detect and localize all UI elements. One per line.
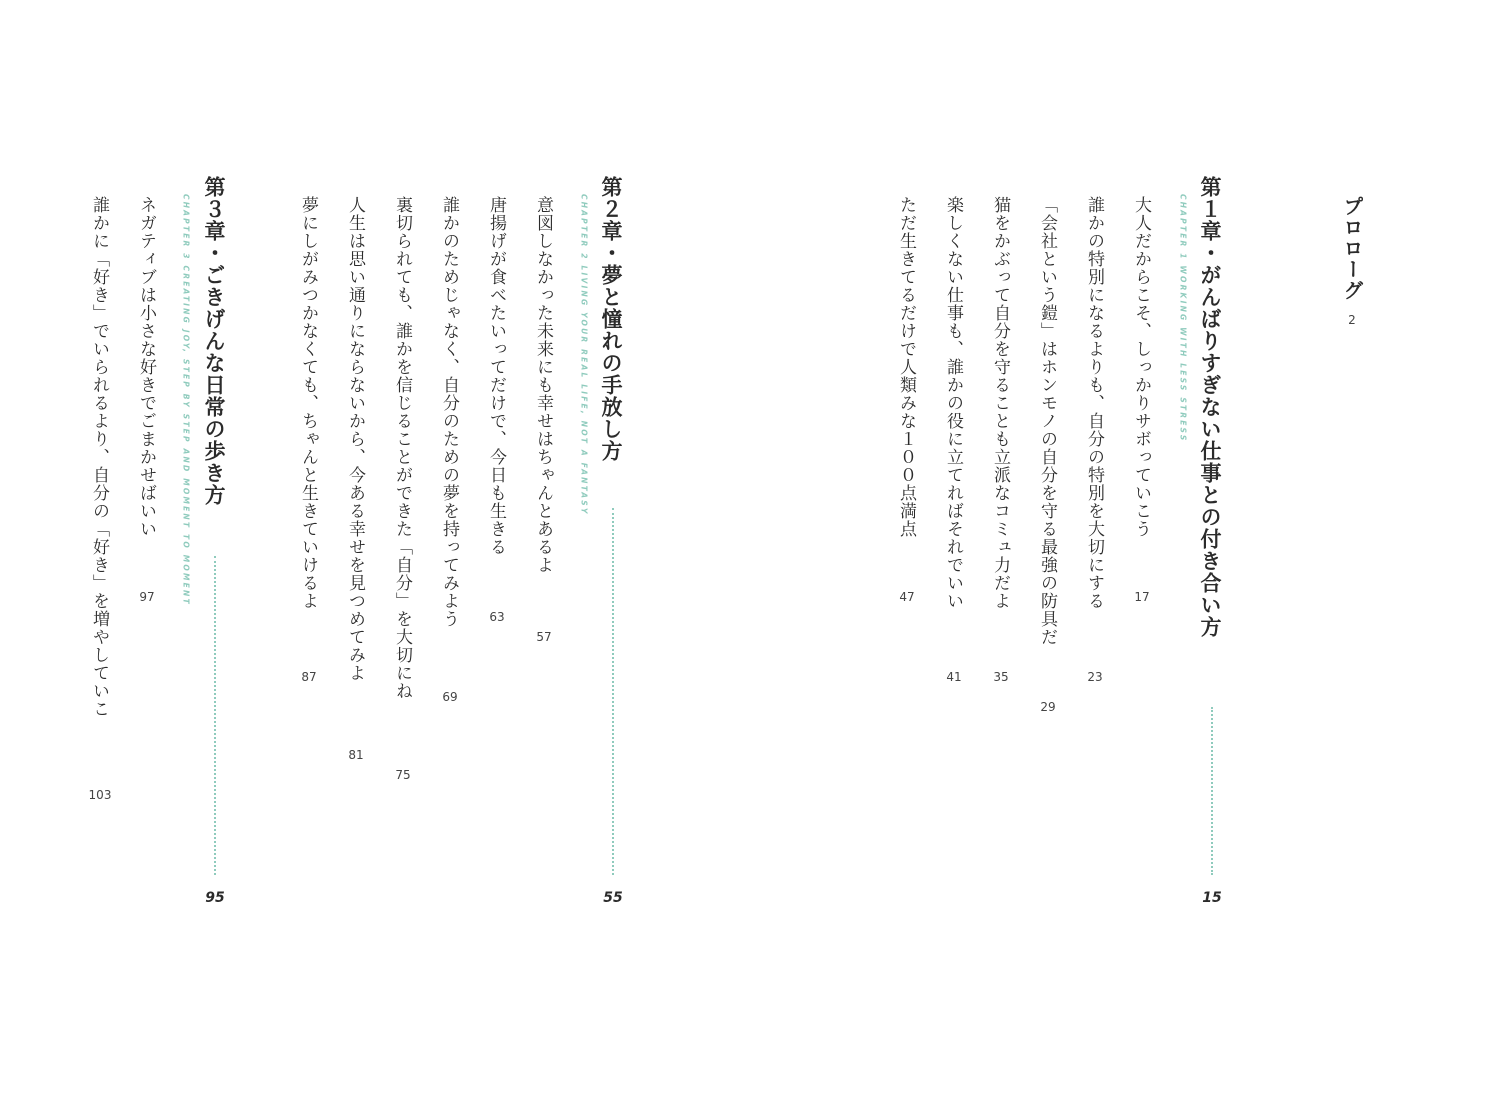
toc-entry[interactable]: 人生は思い通りにならないから、今ある幸せを見つめてみよ [345, 196, 365, 682]
chapter-start-page: 95 [205, 890, 225, 906]
toc-entry[interactable]: 猫をかぶって自分を守ることも立派なコミュ力だよ [990, 196, 1010, 610]
toc-entry-page: 81 [348, 748, 364, 762]
toc-entry-page: 75 [395, 768, 411, 782]
chapter-dotted-rule [214, 556, 216, 875]
toc-entry-page: 87 [301, 670, 317, 684]
toc-entry[interactable]: 楽しくない仕事も、誰かの役に立てればそれでいい [943, 196, 963, 610]
toc-entry-page: 29 [1040, 700, 1056, 714]
toc-entry-page: 35 [993, 670, 1009, 684]
toc-entry[interactable]: 裏切られても、誰かを信じることができた「自分」を大切にね [392, 196, 412, 700]
chapter-title[interactable]: 第２章・夢と憧れの手放し方 [599, 176, 623, 462]
toc-entry[interactable]: 「会社という鎧」はホンモノの自分を守る最強の防具だ [1037, 196, 1057, 646]
chapter-start-page: 15 [1202, 890, 1222, 906]
chapter-dotted-rule [1211, 707, 1213, 875]
chapter-dotted-rule [612, 508, 614, 875]
toc-entry[interactable]: 大人だからこそ、しっかりサボっていこう [1131, 196, 1151, 538]
prologue-page-number: 2 [1348, 313, 1356, 327]
toc-entry[interactable]: 夢にしがみつかなくても、ちゃんと生きていけるよ [298, 196, 318, 610]
chapter-subtitle: CHAPTER 2 LIVING YOUR REAL LIFE, NOT A FANTASY [579, 194, 589, 516]
toc-entry-page: 63 [489, 610, 505, 624]
chapter-subtitle: CHAPTER 3 CREATING JOY, STEP BY STEP AND MOMENT TO MOMENT [181, 194, 191, 606]
toc-entry-page: 103 [88, 788, 112, 802]
prologue-title[interactable]: プロローグ [1340, 196, 1364, 301]
toc-entry[interactable]: 意図しなかった未来にも幸せはちゃんとあるよ [533, 196, 553, 574]
toc-entry-page: 47 [899, 590, 915, 604]
toc-entry[interactable]: 誰かのためじゃなく、自分のための夢を持ってみよう [439, 196, 459, 628]
toc-entry-page: 41 [946, 670, 962, 684]
toc-entry[interactable]: ただ生きてるだけで人類みな１００点満点 [896, 196, 916, 538]
toc-entry-page: 23 [1087, 670, 1103, 684]
chapter-title[interactable]: 第３章・ごきげんな日常の歩き方 [202, 176, 226, 506]
toc-entry[interactable]: 唐揚げが食べたいってだけで、今日も生きる [486, 196, 506, 556]
chapter-subtitle: CHAPTER 1 WORKING WITH LESS STRESS [1178, 194, 1188, 443]
toc-entry-page: 69 [442, 690, 458, 704]
chapter-start-page: 55 [603, 890, 623, 906]
toc-entry[interactable]: 誰かに「好き」でいられるより、自分の「好き」を増やしていこ [89, 196, 109, 718]
toc-entry-page: 97 [139, 590, 155, 604]
toc-entry-page: 17 [1134, 590, 1150, 604]
toc-entry-page: 57 [536, 630, 552, 644]
toc-entry[interactable]: 誰かの特別になるよりも、自分の特別を大切にする [1084, 196, 1104, 610]
toc-entry[interactable]: ネガティブは小さな好きでごまかせばいい [136, 196, 156, 538]
chapter-title[interactable]: 第１章・がんばりすぎない仕事との付き合い方 [1198, 176, 1222, 638]
